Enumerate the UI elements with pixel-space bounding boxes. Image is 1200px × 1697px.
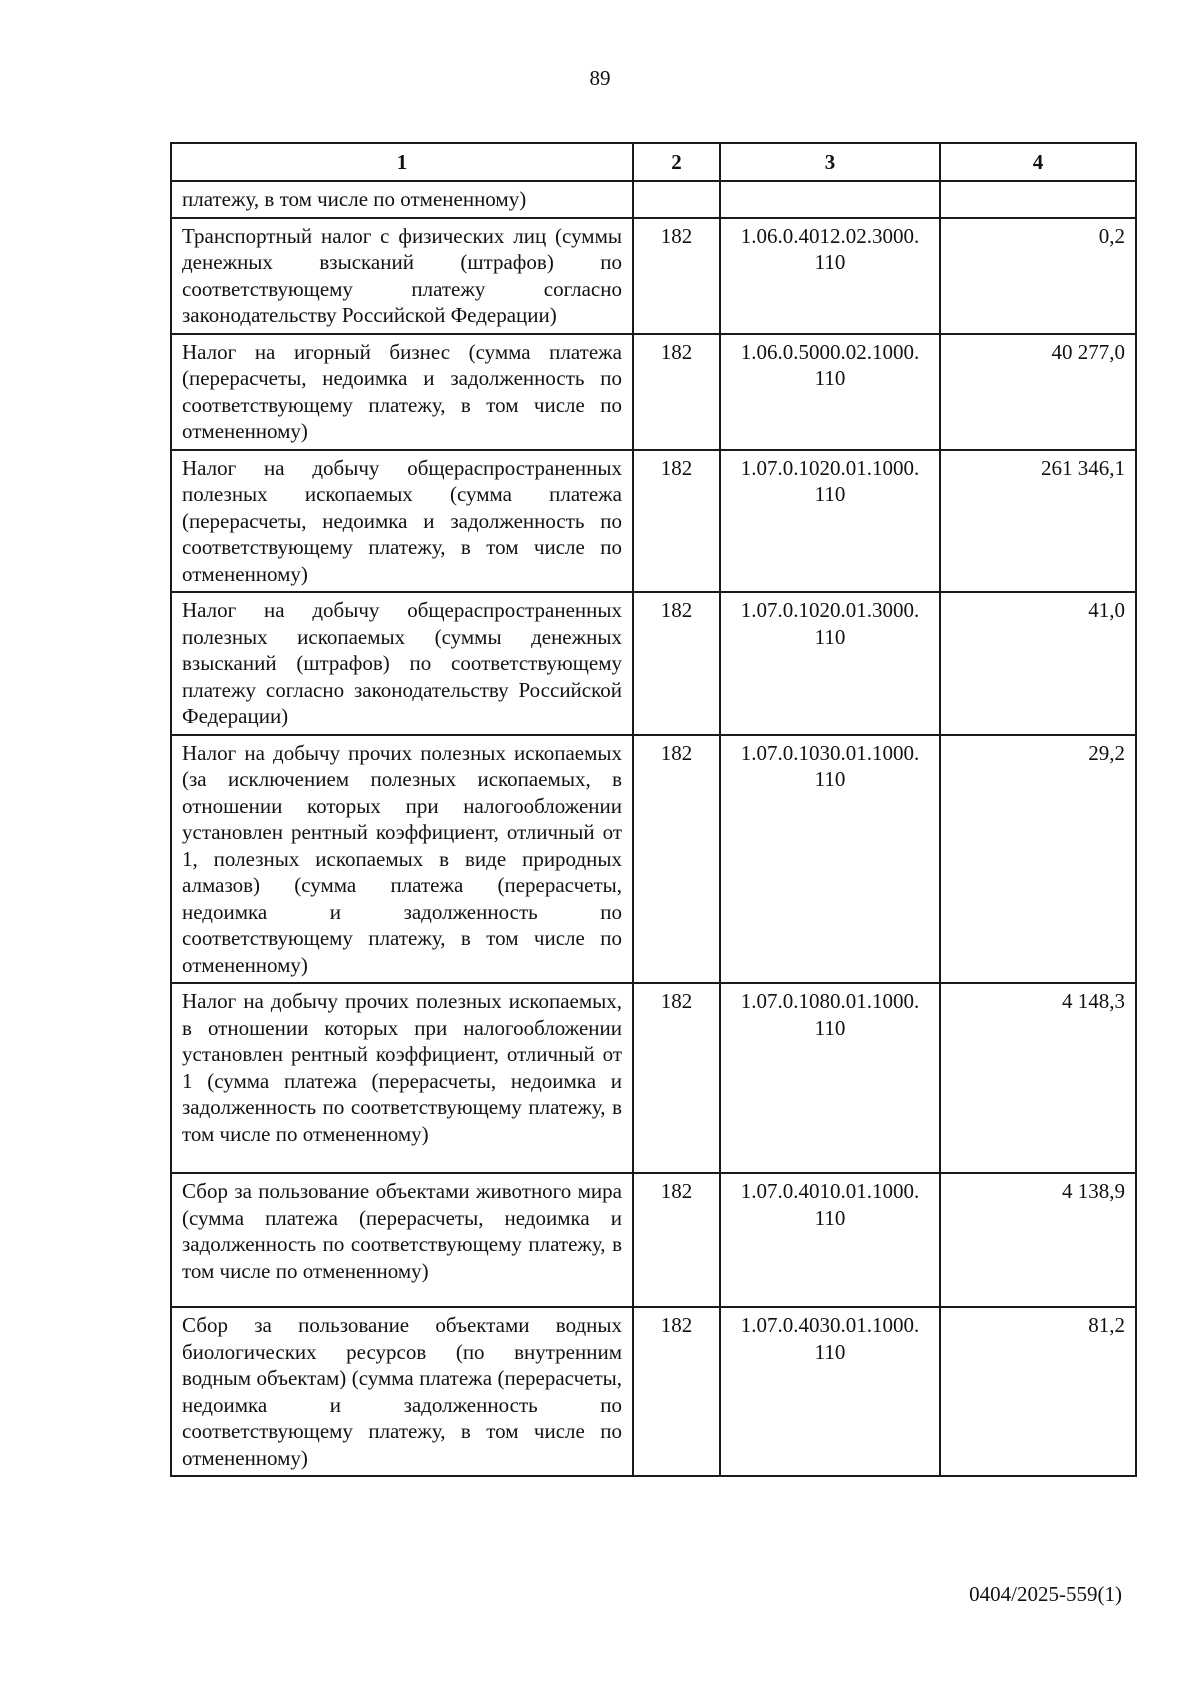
row-admin-code (633, 181, 720, 218)
row-description: Налог на добычу общераспространенных полезных ископаемых (сумма платежа (перерасчеты, недоимка и задолженность по соответствующему платежу, в том числе по отмененному) (171, 450, 633, 593)
row-description: Налог на добычу прочих полезных ископаемых (за исключением полезных ископаемых, в отношении которых при налогообложении установлен рентный коэффициент, отличный от 1, полезных ископаемых в виде природных алмазов) (сумма платежа (перерасчеты, недоимка и задолженность по соответствующему платежу, в том числе по отмененному) (171, 735, 633, 984)
row-amount: 4 148,3 (940, 983, 1136, 1173)
row-description: Сбор за пользование объектами водных биологических ресурсов (по внутренним водным объектам) (сумма платежа (перерасчеты, недоимка и задолженность по соответствующему платежу, в том числе по отмененному) (171, 1307, 633, 1476)
row-kbk-code (720, 181, 940, 218)
row-description: Налог на добычу общераспространенных полезных ископаемых (суммы денежных взысканий (штрафов) по соответствующему платежу согласно законодательству Российской Федерации) (171, 592, 633, 735)
table-row (171, 735, 1136, 984)
column-header-1: 1 (171, 143, 633, 181)
table-row (171, 983, 1136, 1173)
row-description: Транспортный налог с физических лиц (суммы денежных взысканий (штрафов) по соответствующему платежу согласно законодательству Российской Федерации) (171, 218, 633, 334)
budget-revenue-table (170, 142, 1137, 1477)
table-row (171, 334, 1136, 450)
row-kbk-code: 1.07.0.4010.01.1000. 110 (720, 1173, 940, 1307)
row-amount: 81,2 (940, 1307, 1136, 1476)
row-amount: 0,2 (940, 218, 1136, 334)
column-header-2: 2 (633, 143, 720, 181)
row-admin-code: 182 (633, 592, 720, 735)
row-admin-code: 182 (633, 1307, 720, 1476)
row-kbk-code: 1.07.0.1020.01.3000. 110 (720, 592, 940, 735)
row-admin-code: 182 (633, 218, 720, 334)
row-kbk-code: 1.07.0.1030.01.1000. 110 (720, 735, 940, 984)
row-amount: 41,0 (940, 592, 1136, 735)
row-description: платежу, в том числе по отмененному) (171, 181, 633, 218)
row-amount (940, 181, 1136, 218)
row-kbk-code: 1.07.0.1020.01.1000. 110 (720, 450, 940, 593)
table-header-row (171, 143, 1136, 181)
table-body (171, 181, 1136, 1476)
row-admin-code: 182 (633, 334, 720, 450)
row-amount: 261 346,1 (940, 450, 1136, 593)
table-row (171, 450, 1136, 593)
row-kbk-code: 1.06.0.5000.02.1000. 110 (720, 334, 940, 450)
row-kbk-code: 1.07.0.1080.01.1000. 110 (720, 983, 940, 1173)
row-kbk-code: 1.07.0.4030.01.1000. 110 (720, 1307, 940, 1476)
table-row (171, 1307, 1136, 1476)
row-amount: 4 138,9 (940, 1173, 1136, 1307)
row-description: Сбор за пользование объектами животного мира (сумма платежа (перерасчеты, недоимка и задолженность по соответствующему платежу, в том числе по отмененному) (171, 1173, 633, 1307)
column-header-3: 3 (720, 143, 940, 181)
row-admin-code: 182 (633, 735, 720, 984)
table-row (171, 218, 1136, 334)
row-admin-code: 182 (633, 450, 720, 593)
column-header-4: 4 (940, 143, 1136, 181)
document-code: 0404/2025-559(1) (969, 1582, 1122, 1606)
row-amount: 40 277,0 (940, 334, 1136, 450)
row-admin-code: 182 (633, 1173, 720, 1307)
row-description: Налог на добычу прочих полезных ископаемых, в отношении которых при налогообложении установлен рентный коэффициент, отличный от 1 (сумма платежа (перерасчеты, недоимка и задолженность по соответствующему платежу, в том числе по отмененному) (171, 983, 633, 1173)
row-admin-code: 182 (633, 983, 720, 1173)
table-row (171, 181, 1136, 218)
page-number: 89 (589, 66, 611, 90)
row-amount: 29,2 (940, 735, 1136, 984)
table-row (171, 592, 1136, 735)
table-row (171, 1173, 1136, 1307)
row-description: Налог на игорный бизнес (сумма платежа (перерасчеты, недоимка и задолженность по соответствующему платежу, в том числе по отмененному) (171, 334, 633, 450)
row-kbk-code: 1.06.0.4012.02.3000. 110 (720, 218, 940, 334)
